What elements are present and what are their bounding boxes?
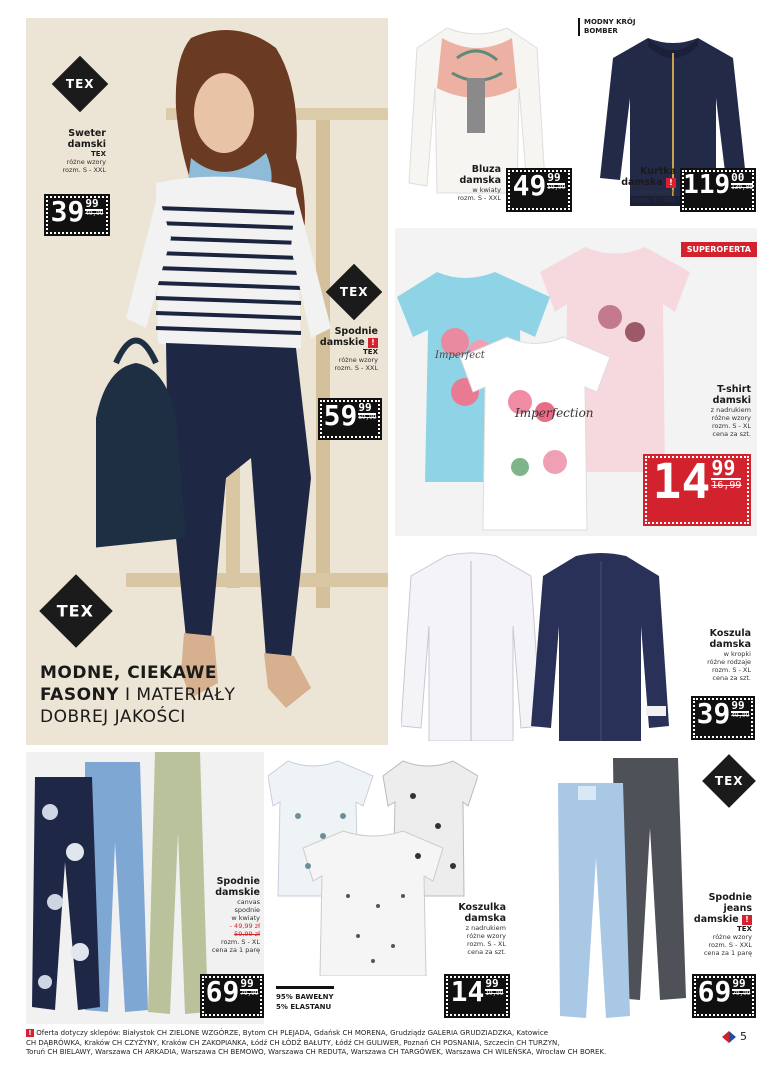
product-name: damska — [709, 639, 751, 650]
kurtka-panel — [578, 14, 758, 226]
old-price: 79,99 — [240, 990, 259, 997]
old-price: 69,99 — [358, 414, 377, 421]
price-dec: 99 — [240, 978, 258, 991]
sweter-price-tag — [46, 196, 108, 234]
product-desc: rozm. S - XXL — [334, 364, 378, 372]
koszula-image — [401, 546, 671, 741]
price-int: 49 — [512, 169, 547, 202]
kurtka-price-tag — [682, 170, 754, 210]
exclamation-icon: ! — [26, 1029, 34, 1037]
jeans-price-tag — [694, 976, 754, 1016]
product-desc: różne wzory — [711, 414, 751, 422]
product-name: Spodnie — [334, 326, 378, 337]
product-desc: rozm. S - XL — [220, 938, 260, 946]
headline-line: MODNE, CIEKAWE — [40, 663, 218, 683]
price-dec: 99 — [547, 172, 565, 185]
product-desc: cena za szt. — [467, 948, 506, 956]
product-name: Spodnie — [708, 892, 752, 903]
tex-label: TEX — [65, 76, 95, 91]
bluza-panel — [395, 14, 575, 226]
product-name: Bluza — [471, 164, 501, 175]
spodnie2-label — [190, 876, 260, 954]
product-brand: TEX — [91, 150, 106, 158]
product-desc: różne wzory — [636, 188, 676, 196]
price-int: 69 — [697, 975, 732, 1008]
tex-label: TEX — [57, 601, 95, 621]
hero-panel — [26, 18, 388, 745]
product-desc: spodnie — [234, 906, 260, 914]
jeans-image — [538, 758, 708, 1020]
tshirt-label — [681, 384, 751, 438]
old-price: 49,99 — [85, 210, 104, 217]
spodnie-price-tag — [320, 400, 380, 438]
old-price: 16,99 — [711, 480, 742, 491]
product-name: Spodnie — [216, 876, 260, 887]
tex-label: TEX — [714, 773, 744, 788]
price-dec: 00 — [731, 172, 753, 185]
spodnie2-price-tag — [202, 976, 262, 1016]
product-brand: TEX — [363, 348, 378, 356]
koszula-price-tag — [693, 698, 753, 738]
product-name: damska ! — [616, 177, 676, 188]
hero-headline — [40, 662, 235, 728]
sweter-label — [26, 128, 106, 174]
product-desc: rozm. S - XL — [711, 666, 751, 674]
exclamation-icon: ! — [742, 915, 752, 925]
footer — [26, 1029, 726, 1058]
bluza-label — [441, 164, 501, 202]
old-price: 139,00 — [731, 184, 753, 191]
product-desc: cena za szt. — [712, 674, 751, 682]
old-price: 59,99 — [547, 184, 566, 191]
footer-line: CH DĄBRÓWKA, Kraków CH CZYŻYNY, Kraków CH ZAKOPIANKA, Łódź CH ŁÓDŹ BAŁUTY, Łódź CH GULIWER, Poznań CH POSNANIA, Szczecin CH TURZYN, — [26, 1038, 560, 1047]
price-int: 39 — [50, 195, 85, 228]
product-desc: różne wzory — [712, 933, 752, 941]
product-desc: rozm. S - XXL — [632, 196, 676, 204]
footer-line: Toruń CH BIELAWY, Warszawa CH ARKADIA, Warszawa CH BEMOWO, Warszawa CH REDUTA, Warszawa CH TARGÓWEK, Warszawa CH WILEŃSKA, Wrocław CH BOREK. — [26, 1048, 607, 1056]
bomber-tag: MODNY KRÓJ BOMBER — [578, 18, 635, 36]
product-name: Sweter — [68, 128, 106, 139]
product-desc: rozm. S - XXL — [708, 941, 752, 949]
price-dec: 99 — [485, 978, 503, 991]
koszula-panel — [395, 540, 757, 746]
tshirt-print-text: Imperfection — [515, 406, 594, 420]
price-dec: 99 — [732, 978, 750, 991]
product-desc: cena za szt. — [712, 430, 751, 438]
product-name: damskie ! — [682, 914, 752, 925]
koszulka-panel — [268, 752, 514, 1024]
price-int: 14 — [652, 454, 711, 510]
product-desc: różne wzory — [338, 356, 378, 364]
product-brand: TEX — [737, 925, 752, 933]
product-desc: cena za 1 parę — [703, 949, 752, 957]
price-int: 69 — [205, 975, 240, 1008]
fabric-info: 95% BAWEŁNY 5% ELASTANU — [276, 986, 334, 1012]
product-desc: różne wzory — [66, 158, 106, 166]
product-desc: w kwiaty — [472, 186, 501, 194]
price-int: 119 — [683, 170, 731, 200]
spodnie2-panel — [26, 752, 264, 1024]
spodnie-label — [298, 326, 378, 372]
product-desc: cena za 1 parę — [211, 946, 260, 954]
product-desc: rozm. S - XL — [711, 422, 751, 430]
old-price: 19,99 — [485, 990, 504, 997]
jeans-panel — [518, 752, 758, 1024]
price-int: 14 — [450, 975, 485, 1008]
price-dec: 99 — [731, 700, 749, 713]
koszula-label — [681, 628, 751, 682]
product-desc: z nadrukiem — [710, 406, 751, 414]
product-desc: 59,99 zł — [234, 930, 260, 938]
kurtka-label — [616, 166, 676, 204]
model-illustration — [96, 18, 366, 745]
product-name: damski — [67, 139, 106, 150]
jeans-label — [682, 892, 752, 957]
koszulka-price-tag — [446, 976, 508, 1016]
price-dec: 99 — [85, 198, 103, 211]
product-desc: canvas — [237, 898, 260, 906]
price-dec: 99 — [358, 402, 376, 415]
product-desc: z nadrukiem — [465, 924, 506, 932]
product-desc: rozm. S - XXL — [457, 194, 501, 202]
product-desc: w kwiaty — [231, 914, 260, 922]
tex-label: TEX — [339, 284, 369, 299]
tshirt-panel — [395, 228, 757, 536]
product-name: Koszula — [709, 628, 751, 639]
page-number: 5 — [740, 1030, 747, 1043]
product-name: damski — [712, 395, 751, 406]
footer-line: ! Oferta dotyczy sklepów: Białystok CH ZIELONE WZGÓRZE, Bytom CH PLEJADA, Gdańsk CH MORENA, Grudziądz GALERIA GRUDZIADZKA, Katowice — [26, 1029, 726, 1039]
headline-line: FASONY I MATERIAŁY — [40, 685, 236, 705]
price-dec: 99 — [711, 458, 741, 480]
product-name: damskie — [215, 887, 260, 898]
old-price: 49,99 — [731, 712, 750, 719]
product-desc: różne rodzaje — [707, 658, 751, 666]
price-int: 59 — [323, 399, 358, 432]
product-name: damska — [459, 175, 501, 186]
tshirt-print-text: Imperfect — [435, 350, 485, 361]
price-int: 39 — [696, 697, 731, 730]
product-desc: rozm. S - XXL — [62, 166, 106, 174]
tshirt-price-tag — [645, 456, 749, 524]
product-desc: rozm. S - XL — [466, 940, 506, 948]
product-desc: - 49,99 zł — [229, 922, 260, 930]
exclamation-icon: ! — [368, 338, 378, 348]
koszulka-label — [436, 902, 506, 956]
product-name: T-shirt — [717, 384, 751, 395]
product-name: Koszulka — [458, 902, 506, 913]
exclamation-icon: ! — [666, 178, 676, 188]
product-name: jeans — [723, 903, 752, 914]
bluza-price-tag — [508, 170, 570, 210]
product-name: damska — [464, 913, 506, 924]
product-desc: różne wzory — [466, 932, 506, 940]
tex-badge — [702, 754, 756, 808]
product-name: damskie ! — [298, 337, 378, 348]
carrefour-logo-icon — [722, 1031, 736, 1043]
product-desc: w kropki — [723, 650, 751, 658]
headline-line: DOBREJ JAKOŚCI — [40, 707, 186, 727]
old-price: 79,99 — [732, 990, 751, 997]
superoferta-badge: SUPEROFERTA — [681, 242, 757, 257]
product-name: Kurtka — [640, 166, 676, 177]
